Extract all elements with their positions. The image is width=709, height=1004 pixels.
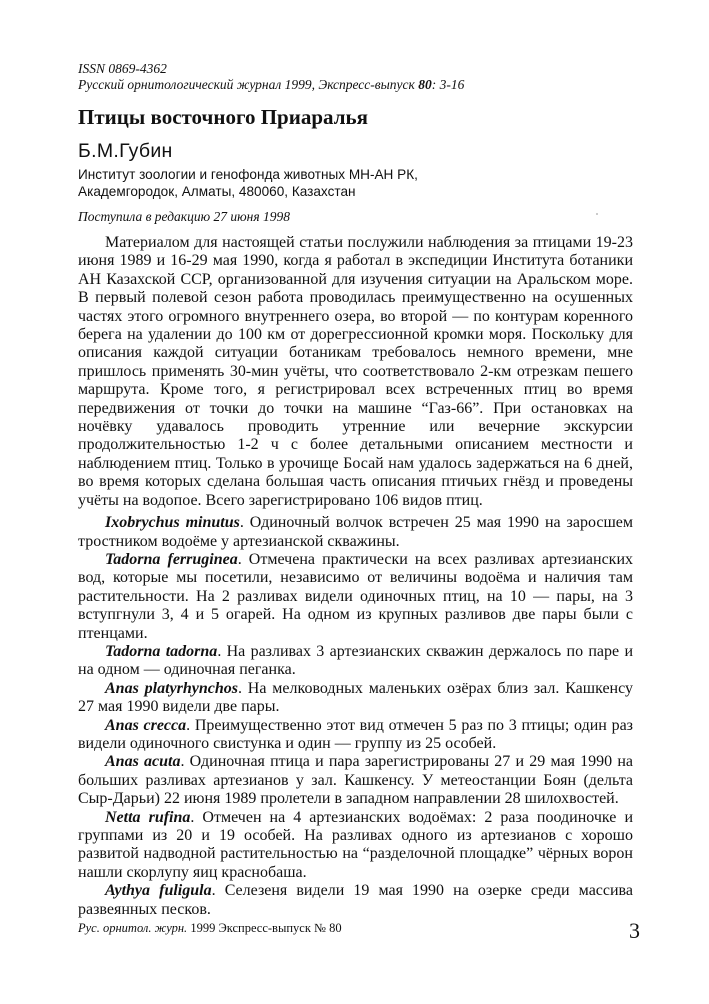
species-name: Ixobrychus minutus — [105, 514, 240, 532]
species-entry — [78, 882, 633, 919]
intro-paragraph: Материалом для настоящей статьи послужили наблюдения за птицами 19-23 июня 1989 и 16-29 мая 1990, когда я работал в экспедиции Института ботаники АН Казахской ССР, организованной для изучения ситуации на Аральском море. В первый полевой сезон работа проводилась преимущественно на осушенных частях этого огромного внутреннего озера, во второй — по контурам коренного берега на удалении до 100 км от дорегрессионной кромки моря. Поскольку для описания каждой ситуации ботаникам требовалось немного времени, мне пришлось применять 30-мин учёты, что соответствовало 2-км отрезкам пешего маршрута. Кроме того, я регистрировал всех встреченных птиц во время передвижения от точки до точки на машине “Газ-66”. При остановках на ночёвку удавалось проводить утренние или вечерние экскурсии продолжительностью 1-2 ч с более детальными описанием местности и наблюдением птиц. Только в урочище Босай нам удалось задержаться на 6 дней, во время которых сделана большая часть описания птичьих гнёзд и проведены учёты на водопое. Всего зарегистрировано 106 видов птиц. — [78, 234, 633, 509]
species-text: . Преимущественно этот вид отмечен 5 раз по 3 птицы; один раз видели одиночного свистунка и один — группу из 25 особей. — [78, 716, 633, 752]
affiliation-line-1: Институт зоологии и генофонда животных МН-АН РК, — [78, 167, 418, 182]
species-text: . На мелководных маленьких озёрах близ зал. Кашкенсу 27 мая 1990 видели две пары. — [78, 679, 634, 716]
article-title: Птицы восточного Приаралья — [78, 105, 368, 129]
species-text: . Селезеня видели 19 мая 1990 на озерке среди массива развеянных песков. — [78, 882, 633, 918]
author-affiliation — [78, 167, 638, 200]
footer-journal-abbrev: Рус. орнитол. журн. — [78, 921, 188, 935]
journal-header — [78, 61, 638, 93]
species-entry — [78, 753, 633, 808]
species-entry — [78, 551, 633, 643]
journal-citation-line — [78, 77, 638, 93]
species-text: . Одиночная птица и пара зарегистрированы 27 и 29 мая 1990 на больших разливах артезианов у зал. Кашкенсу. У метеостанции Боян (дельта Сыр-Дарьи) 22 июня 1989 пролетели в западном направлении 28 шилохвостей. — [78, 753, 633, 808]
page-footer — [78, 921, 378, 936]
species-text: . Отмечен на 4 артезианских водоёмах: 2 раза поодиночке и группами из 20 и 19 особей. На разливах одного из артезианов с хорошо развитой надводной растительностью на “разделочной площадке” чёрных ворон нашли скорлупу яиц краснобаша. — [78, 808, 634, 881]
species-entry — [78, 514, 633, 551]
issn-line: ISSN 0869-4362 — [78, 61, 167, 76]
species-entry — [78, 643, 633, 680]
species-text: . Одиночный волчок встречен 25 мая 1990 на заросшем тростником водоёме у артезианской скважины. — [78, 514, 633, 550]
species-name: Anas platyrhynchos — [105, 679, 238, 697]
article-body — [78, 234, 633, 919]
page-number: 3 — [629, 918, 640, 943]
species-name: Aythya fuligula — [105, 882, 212, 900]
species-entry — [78, 809, 633, 883]
page-range: : 3-16 — [431, 77, 465, 92]
article-author: Б.М.Губин — [78, 140, 173, 162]
species-name: Netta rufina — [105, 808, 191, 826]
issue-number: 80 — [418, 77, 432, 92]
scan-speck — [596, 213, 598, 215]
journal-name: Русский орнитологический журнал 1999, Экспресс-выпуск — [78, 77, 419, 92]
species-name: Tadorna tadorna — [105, 642, 218, 660]
species-name: Tadorna ferruginea — [105, 550, 238, 568]
received-date: Поступила в редакцию 27 июня 1998 — [78, 209, 290, 224]
affiliation-line-2: Академгородок, Алматы, 480060, Казахстан — [78, 183, 356, 199]
species-entry — [78, 717, 633, 754]
footer-issue: 1999 Экспресс-выпуск № 80 — [187, 921, 342, 935]
species-name: Anas acuta — [105, 753, 181, 771]
species-name: Anas crecca — [105, 716, 187, 734]
species-text: . Отмечена практически на всех разливах артезианских вод, которые мы посетили, независимо от величины водоёма и наличия там растительности. На 2 разливах видели одиночных птиц, на 10 — пары, на 3 вступгнули 3, 4 и 5 огарей. На одном из крупных разливов две пары были с птенцами. — [78, 550, 634, 642]
species-entry — [78, 680, 633, 717]
species-text: . На разливах 3 артезианских скважин держалось по паре и на одном — одиночная пеганка. — [78, 642, 633, 679]
